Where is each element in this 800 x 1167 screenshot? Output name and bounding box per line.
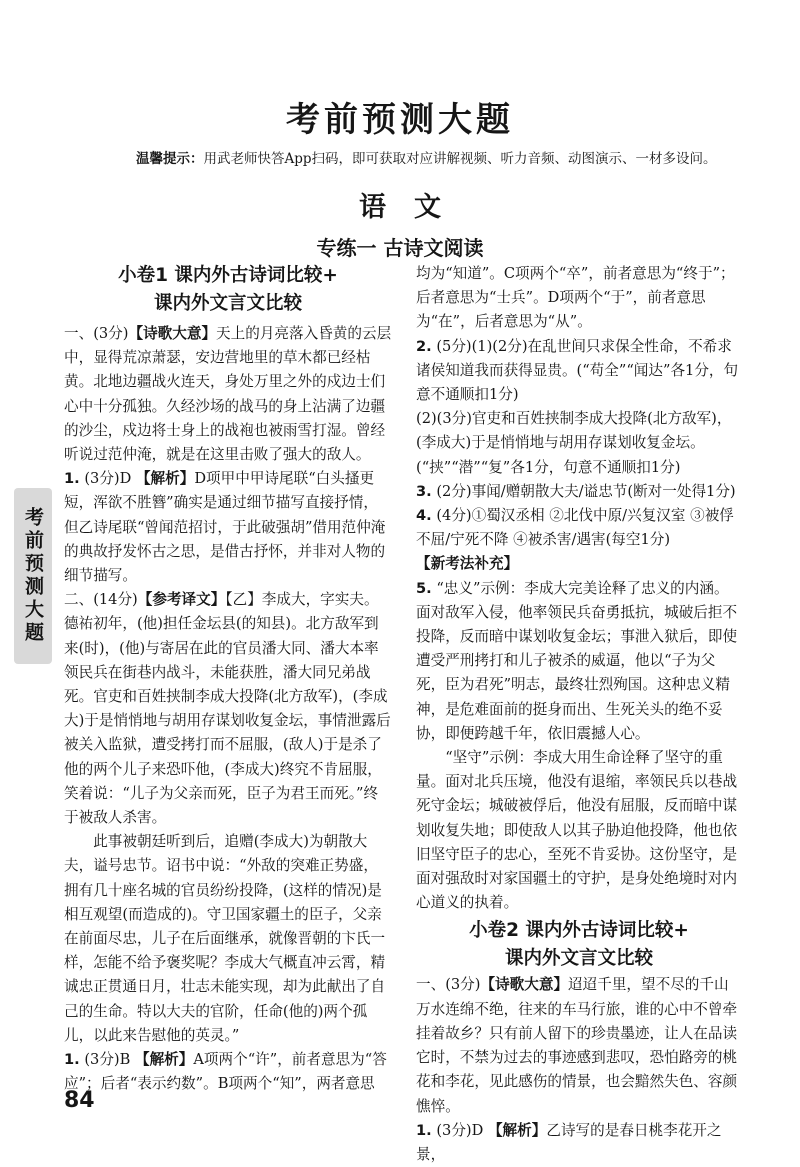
- right-a1-score: (3分)D: [436, 1121, 484, 1139]
- left-a-1-score: (3分)B: [84, 1051, 131, 1069]
- left-a-1-tag: 【解析】: [134, 1051, 194, 1069]
- tip-line: [136, 147, 736, 167]
- right-q1-prefix: 一、(3分): [416, 976, 481, 994]
- right-a5-text1: “忠义”示例：李成大完美诠释了忠义的内涵。面对敌军入侵，他率领民兵奋勇抵抗，城破后拒不投降，反而暗中谋划收复金坛；事泄入狱后，即使遭受严刑拷打和儿子被杀的威逼，他以“子为父死，臣为君死”明志，最终壮烈殉国。这种忠义精神，是危难面前的挺身而出、生死关头的绝不妥协，即便跨越千年，依旧震撼人心。: [416, 579, 738, 742]
- left-q2-prefix: 二、(14分): [64, 591, 138, 609]
- left-q1-tag: 【诗歌大意】: [128, 325, 217, 342]
- right-q1: [416, 973, 742, 1118]
- right-cont: 均为“知道”。C项两个“卒”，前者意思为“终于”；后者意思为“士兵”。D项两个“于”，前者意思为“在”，后者意思为“从”。: [416, 265, 735, 331]
- left-a-1: [64, 1048, 392, 1096]
- right-new-tag: 【新考法补充】: [416, 555, 519, 573]
- right-a3: [416, 480, 742, 504]
- right-a1-tag: 【解析】: [487, 1121, 547, 1139]
- right-a4: [416, 504, 742, 552]
- left-q2-text2: 此事被朝廷听到后，追赠(李成大)为朝散大夫，谥号忠节。诏书中说：“外敌的突难正势盛，拥有几十座名城的官员纷纷投降，(这样的情况)是相互观望(而造成的)。守卫国家疆土的臣子，父亲在前面尽忠，儿子在后面继承，就像晋朝的卞氏一样，怎能不给予褒奖呢？李成大气概直冲云霄，精诚忠正贯通日月，壮志未能实现，却为此献出了自己的生命。特以大夫的官阶，任命(他的)两个孤儿，以此来告慰他的英灵。”: [64, 833, 386, 1044]
- left-a1-score: (3分)D: [84, 470, 132, 488]
- left-q2: [64, 588, 392, 830]
- right-a4-text: (4分)①蜀汉丞相 ②北伐中原/兴复汉室 ③被俘不屈/宁死不降 ④被杀害/遇害(每空1分): [416, 507, 734, 549]
- right-heading-1: 小卷2 课内外古诗词比较+: [469, 920, 689, 942]
- page-number: 84: [64, 1088, 95, 1113]
- section-title: 专练一 古诗文阅读: [316, 236, 484, 260]
- right-a2-text2: (2)(3分)官吏和百姓挟制李成大投降(北方敌军)，(李成大)于是悄悄地与胡用存谋划收复金坛。(“挟”“潜”“复”各1分，句意不通顺扣1分): [416, 410, 732, 476]
- right-a3-text: (2分)事闻/赠朝散大夫/谥忠节(断对一处得1分): [436, 482, 736, 500]
- right-a3-num: 3.: [416, 482, 432, 500]
- right-a5-text2: “坚守”示例：李成大用生命诠释了坚守的重量。面对北兵压境，他没有退缩，率领民兵以巷战死守金坛；城破被俘后，他没有屈服，反而暗中谋划收复失地；即使敌人以其子胁迫他投降，他也依旧坚守臣子的忠心，至死不肯妥协。这份坚守，是面对强敌时对家国疆土的守护，是身处绝境时对内心道义的执着。: [416, 749, 738, 912]
- left-a1-text: D项甲中甲诗尾联“白头搔更短，浑欲不胜簪”确实是通过细节描写直接抒情，但乙诗尾联“曾闻范招讨，于此破强胡”借用范仲淹的典故抒发怀古之思，是借古抒怀，并非对人物的细节描写。: [64, 470, 386, 585]
- left-q1-prefix: 一、(3分): [64, 325, 129, 342]
- right-a5: [416, 577, 742, 746]
- left-heading-1: 小卷1 课内外古诗词比较+: [118, 265, 338, 286]
- right-a1: [416, 1119, 742, 1167]
- right-a1-num: 1.: [416, 1121, 432, 1139]
- right-a2: [416, 335, 742, 408]
- right-heading-2: 课内外文言文比较: [504, 948, 653, 970]
- left-q1-text: 天上的月亮落入昏黄的云层中，显得荒凉萧瑟，安边营地里的草木都已经枯黄。北地边疆战火连天，身处万里之外的戍边士们心中十分孤独。久经沙场的战马的身上沾满了边疆的沙尘，戍边将士身上的战袍也被雨雪打湿。曾经听说过范仲淹，就是在这里击败了强大的敌人。: [64, 325, 392, 464]
- right-column: [416, 262, 742, 1167]
- left-a1-tag: 【解析】: [135, 470, 195, 488]
- right-a2-text1: (5分)(1)(2分)在乱世间只求保全性命，不希求诸侯知道我而获得显贵。(“苟全”“闻达”各1分，句意不通顺扣1分): [416, 337, 739, 404]
- right-a1-text: 乙诗写的是春日桃李花开之景，: [416, 1121, 722, 1163]
- side-tab: 考前预测大题: [14, 488, 52, 664]
- subject-heading: 语文: [359, 192, 469, 223]
- left-a-1-num: 1.: [64, 1051, 80, 1069]
- page-title: 考前预测大题: [286, 100, 514, 140]
- tip-label: 温馨提示：: [136, 151, 204, 167]
- right-q1-tag: 【诗歌大意】: [480, 976, 569, 994]
- right-a5-num: 5.: [416, 579, 432, 597]
- right-q1-text: 迢迢千里，望不尽的千山万水连绵不绝，往来的车马行旅，谁的心中不曾牵挂着故乡？只有前人留下的珍贵墨迹，让人在品读它时，不禁为过去的事迹感到悲叹，恐怕路旁的桃花和李花，见此感伤的情景，也会黯然失色、容颜憔悴。: [416, 976, 738, 1115]
- tip-text: 用武老师快答App扫码，即可获取对应讲解视频、听力音频、动图演示、一材多设问。: [203, 151, 717, 167]
- left-a1-num: 1.: [64, 470, 80, 488]
- left-q2-text: 【乙】李成大，字实夫。德祐初年，(他)担任金坛县(的知县)。北方敌军到来(时)，(他)与寄居在此的官员潘大同、潘大本率领民兵在街巷内战斗，未能获胜，潘大同兄弟战死。官吏和百姓挟制李成大投降(北方敌军)，(李成大)于是悄悄地与胡用存谋划收复金坛，事情泄露后被关入监狱，遭受拷打而不屈服，(敌人)于是杀了他的两个儿子来恐吓他，(李成大)终究不肯屈服，笑着说：“儿子为父亲而死，臣子为君王而死。”终于被敌人杀害。: [64, 591, 391, 827]
- left-column: [64, 262, 392, 1097]
- left-q1: [64, 322, 392, 467]
- right-a2-num: 2.: [416, 337, 432, 355]
- left-heading-2: 课内外文言文比较: [153, 293, 302, 314]
- left-q2-tag: 【参考译文】: [137, 591, 226, 609]
- right-a4-num: 4.: [416, 507, 432, 525]
- left-a-1-text: A项两个“许”，前者意思为“答应”；后者“表示约数”。B项两个“知”，两者意思: [64, 1051, 387, 1093]
- left-a1: [64, 467, 392, 588]
